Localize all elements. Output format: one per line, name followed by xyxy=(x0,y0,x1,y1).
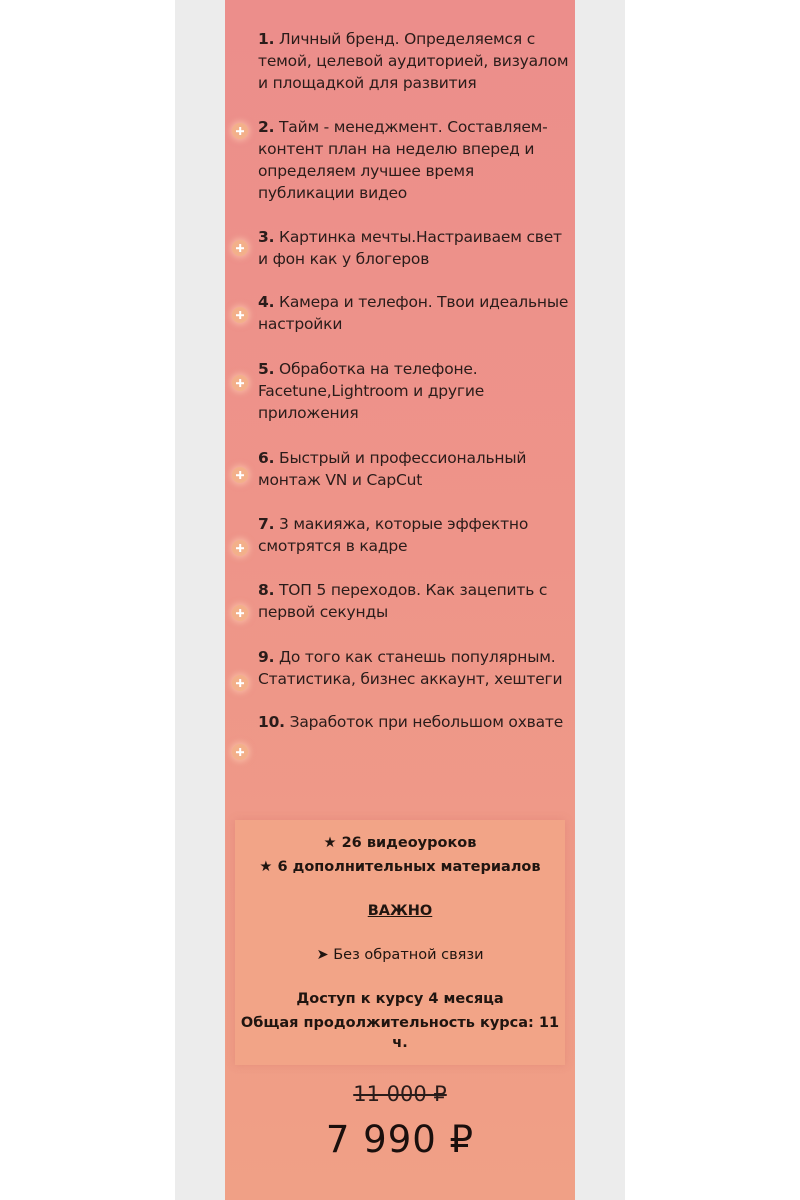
right-margin xyxy=(575,0,625,1200)
expand-plus-icon[interactable] xyxy=(232,375,248,391)
lesson-text: ТОП 5 переходов. Как зацепить с первой секунды xyxy=(258,581,548,621)
lesson-number: 2. xyxy=(258,118,275,136)
access-duration: Доступ к курсу 4 месяца xyxy=(296,991,504,1007)
lesson-number: 7. xyxy=(258,515,275,533)
lesson-text: Камера и телефон. Твои идеальные настройки xyxy=(258,293,569,333)
expand-plus-icon[interactable] xyxy=(232,744,248,760)
lesson-item-2 xyxy=(258,116,573,204)
expand-plus-icon[interactable] xyxy=(232,605,248,621)
expand-plus-icon[interactable] xyxy=(232,240,248,256)
lesson-number: 10. xyxy=(258,713,285,731)
important-heading: ВАЖНО xyxy=(367,903,433,919)
video-count: ★ 26 видеоуроков xyxy=(323,835,477,851)
lesson-text: 3 макияжа, которые эффектно смотрятся в кадре xyxy=(258,515,529,555)
lesson-item-8 xyxy=(258,579,573,623)
lesson-number: 1. xyxy=(258,30,275,48)
lesson-number: 4. xyxy=(258,293,275,311)
lesson-item-4 xyxy=(258,291,573,335)
materials-count: ★ 6 дополнительных материалов xyxy=(259,859,541,875)
lesson-number: 9. xyxy=(258,648,275,666)
lesson-text: Заработок при небольшом охвате xyxy=(289,713,564,731)
lesson-item-6 xyxy=(258,447,573,491)
expand-plus-icon[interactable] xyxy=(232,123,248,139)
lesson-number: 6. xyxy=(258,449,275,467)
lesson-number: 5. xyxy=(258,360,275,378)
current-price: 7 990 ₽ xyxy=(325,1118,475,1161)
lesson-item-5 xyxy=(258,358,573,424)
lesson-text: Быстрый и профессиональный монтаж VN и CapCut xyxy=(258,449,527,489)
old-price: 11 000 ₽ xyxy=(353,1082,447,1106)
lesson-item-10 xyxy=(258,711,573,733)
lesson-item-7 xyxy=(258,513,573,557)
lesson-text: Обработка на телефоне. Facetune,Lightroom и другие приложения xyxy=(258,360,485,422)
lesson-text: Личный бренд. Определяемся с темой, целевой аудиторией, визуалом и площадкой для развития xyxy=(258,30,569,92)
lesson-number: 3. xyxy=(258,228,275,246)
lesson-text: До того как станешь популярным. Статистика, бизнес аккаунт, хештеги xyxy=(258,648,563,688)
left-margin xyxy=(175,0,225,1200)
course-info-box xyxy=(235,820,565,1065)
course-total-duration: Общая продолжительность курса: 11 ч. xyxy=(240,1015,560,1051)
lesson-item-1 xyxy=(258,28,573,94)
expand-plus-icon[interactable] xyxy=(232,675,248,691)
no-feedback-note: ➤ Без обратной связи xyxy=(316,947,484,963)
lesson-item-9 xyxy=(258,646,573,690)
lesson-text: Тайм - менеджмент. Составляем-контент план на неделю вперед и определяем лучшее время публикации видео xyxy=(258,118,548,202)
lesson-number: 8. xyxy=(258,581,275,599)
lesson-text: Картинка мечты.Настраиваем свет и фон как у блогеров xyxy=(258,228,562,268)
lesson-item-3 xyxy=(258,226,573,270)
expand-plus-icon[interactable] xyxy=(232,467,248,483)
expand-plus-icon[interactable] xyxy=(232,307,248,323)
expand-plus-icon[interactable] xyxy=(232,540,248,556)
